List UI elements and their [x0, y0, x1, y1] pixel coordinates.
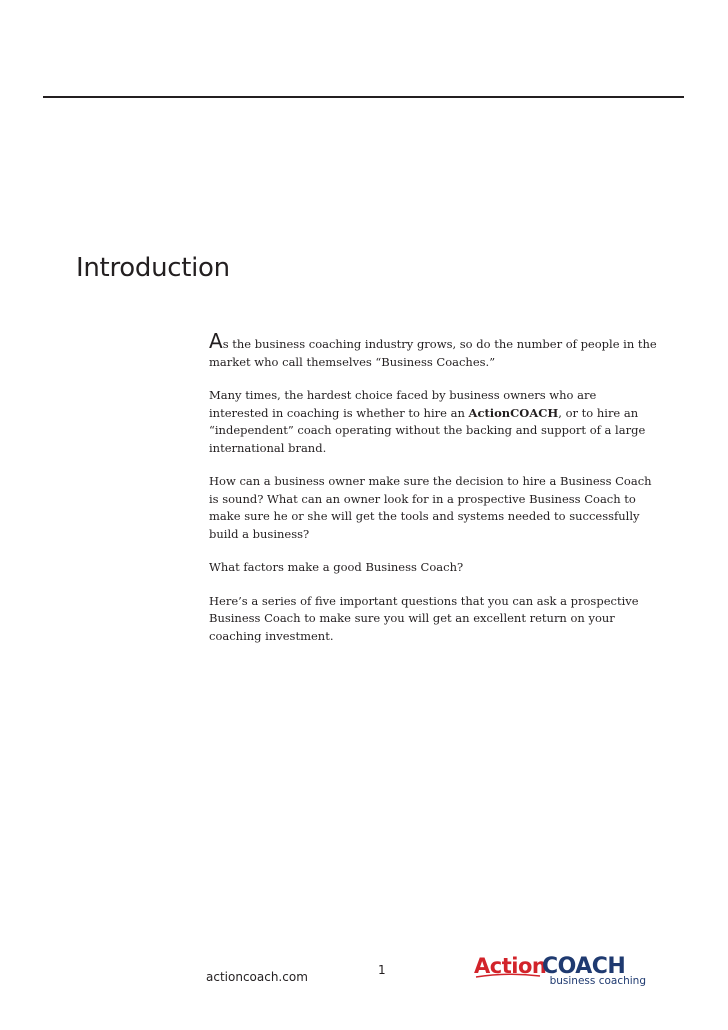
- paragraph-2-text-after: , or to hire an “independent” coach operating without the backing and support of a large international brand.: [209, 405, 646, 455]
- paragraph-1-text: s the business coaching industry grows, so do the number of people in the market who call themselves “Business Coaches.”: [209, 337, 657, 369]
- page-number: 1: [378, 963, 386, 977]
- paragraph-1: [209, 329, 659, 371]
- drop-cap: A: [209, 329, 223, 353]
- body-text: [209, 329, 659, 661]
- brand-name-bold: ActionCOACH: [468, 405, 559, 420]
- top-rule: [43, 96, 684, 98]
- paragraph-5: Here’s a series of five important questions that you can ask a prospective Business Coach to make sure you will get an excellent return on your coaching investment.: [209, 593, 639, 643]
- logo-tagline: business coaching: [549, 975, 646, 986]
- paragraph-4: What factors make a good Business Coach?: [209, 560, 464, 574]
- logo-word-action: Action: [474, 954, 547, 978]
- paragraph-2: [209, 387, 659, 457]
- paragraph-2-text-before: Many times, the hardest choice faced by business owners who are interested in coaching is whether to hire an: [209, 388, 597, 420]
- footer-url: actioncoach.com: [206, 970, 308, 984]
- paragraph-3: How can a business owner make sure the decision to hire a Business Coach is sound? What can an owner look for in a prospective Business Coach to make sure he or she will get the tools and systems needed to successfully build a business?: [209, 474, 652, 541]
- logo-word-coach: COACH: [542, 954, 626, 979]
- actioncoach-logo: [472, 948, 650, 986]
- page-title: Introduction: [76, 253, 230, 283]
